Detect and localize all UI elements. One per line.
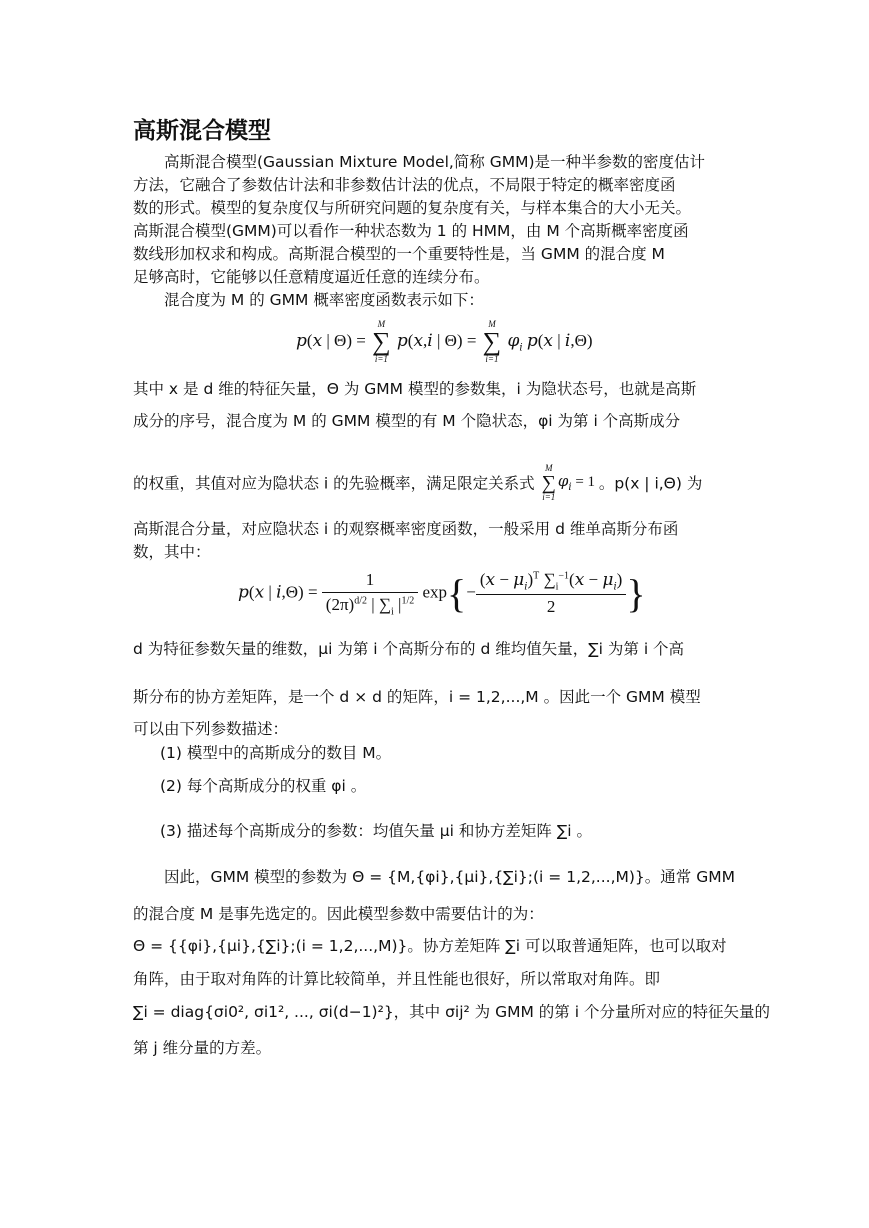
para4-line-1: d 为特征参数矢量的维数，μi 为第 i 个高斯分布的 d 维均值矢量，∑i 为第 i 个高 (133, 640, 685, 658)
para1-line-3: 数的形式。模型的复杂度仅与所研究问题的复杂度有关，与样本集合的大小无关。 (133, 199, 692, 217)
inline-sum-constraint: M ∑ i=1 $\varphi_i = 1$ (541, 463, 599, 502)
para4-line-3: 可以由下列参数描述： (133, 720, 289, 738)
para1-line-6: 足够高时，它能够以任意精度逼近任意的连续分布。 (133, 268, 490, 286)
para3-line-4: 高斯混合分量，对应隐状态 i 的观察概率密度函数，一般采用 d 维单高斯分布函 (133, 520, 679, 538)
para5-line-3: Θ = {{φi},{μi},{∑i};(i = 1,2,...,M)}。协方差矩阵 ∑i 可以取普通矩阵，也可以取对 (133, 937, 727, 955)
para3-line-3-tail: 。p(x | i,Θ) 为 (598, 474, 703, 493)
para5-line-4: 角阵，由于取对角阵的计算比较简单，并且性能也很好，所以常取对角阵。即 (133, 970, 661, 988)
fraction-normalizer: $\frac{1}{(2\pi)^{d/2} | \sum_i |^{1/2}}$ (322, 570, 418, 617)
para3-line-3-text: 的权重，其值对应为隐状态 i 的先验概率，满足限定关系式 (133, 474, 535, 493)
equation-gaussian-pdf: p(x | i,Θ) = $\frac{1}{(2\pi)^{d/2} | \sum_i |^{1/2}}$ exp{− $\frac{(x - \mu_i)^T \sum_i^{-1}(x - \mu_i)}{2}$ } (238, 570, 646, 618)
fraction-exponent: $\frac{(x - \mu_i)^T \sum_i^{-1}(x - \mu_i)}{2}$ (476, 570, 627, 617)
para5-line-1: 因此，GMM 模型的参数为 Θ = {M,{φi},{μi},{∑i};(i = 1,2,...,M)}。通常 GMM (164, 868, 735, 886)
list-item: (3) 描述每个高斯成分的参数：均值矢量 μi 和协方差矩阵 ∑i 。 (160, 822, 593, 840)
list-item: (1) 模型中的高斯成分的数目 M。 (160, 744, 392, 762)
para1-line-5: 数线形加权求和构成。高斯混合模型的一个重要特性是，当 GMM 的混合度 M (133, 245, 665, 263)
sum-symbol: M ∑ i=1 (482, 319, 502, 364)
list-item: (2) 每个高斯成分的权重 φi 。 (160, 777, 367, 795)
para1-line-2: 方法，它融合了参数估计法和非参数估计法的优点，不局限于特定的概率密度函 (133, 176, 676, 194)
para3-line-5: 数，其中： (133, 543, 211, 561)
para1-line-1: 高斯混合模型(Gaussian Mixture Model,简称 GMM)是一种半参数的密度估计 (164, 153, 706, 171)
para3-line-2: 成分的序号，混合度为 M 的 GMM 模型的有 M 个隐状态，φi 为第 i 个高斯成分 (133, 412, 681, 430)
para5-line-6: 第 j 维分量的方差。 (133, 1039, 272, 1057)
equation-gmm-pdf: p(x | Θ) = M ∑ i=1 p(x,i | Θ) = M ∑ i=1 $\varphi_i$ p(x | i,Θ) (296, 319, 593, 364)
para1-line-4: 高斯混合模型(GMM)可以看作一种状态数为 1 的 HMM，由 M 个高斯概率密度函 (133, 222, 689, 240)
para5-line-5: ∑i = diag{σi0², σi1², ..., σi(d−1)²}，其中 σij² 为 GMM 的第 i 个分量所对应的特征矢量的 (133, 1003, 770, 1021)
para3-line-1: 其中 x 是 d 维的特征矢量，Θ 为 GMM 模型的参数集，i 为隐状态号，也就是高斯 (133, 380, 697, 398)
para3-line-3 (133, 463, 735, 504)
para5-line-2: 的混合度 M 是事先选定的。因此模型参数中需要估计的为： (133, 905, 544, 923)
page-title: 高斯混合模型 (133, 118, 271, 144)
sum-symbol: M ∑ i=1 (372, 319, 391, 364)
para2-text: 混合度为 M 的 GMM 概率密度函数表示如下： (164, 291, 484, 309)
para4-line-2: 斯分布的协方差矩阵，是一个 d × d 的矩阵，i = 1,2,...,M 。因此一个 GMM 模型 (133, 688, 701, 706)
